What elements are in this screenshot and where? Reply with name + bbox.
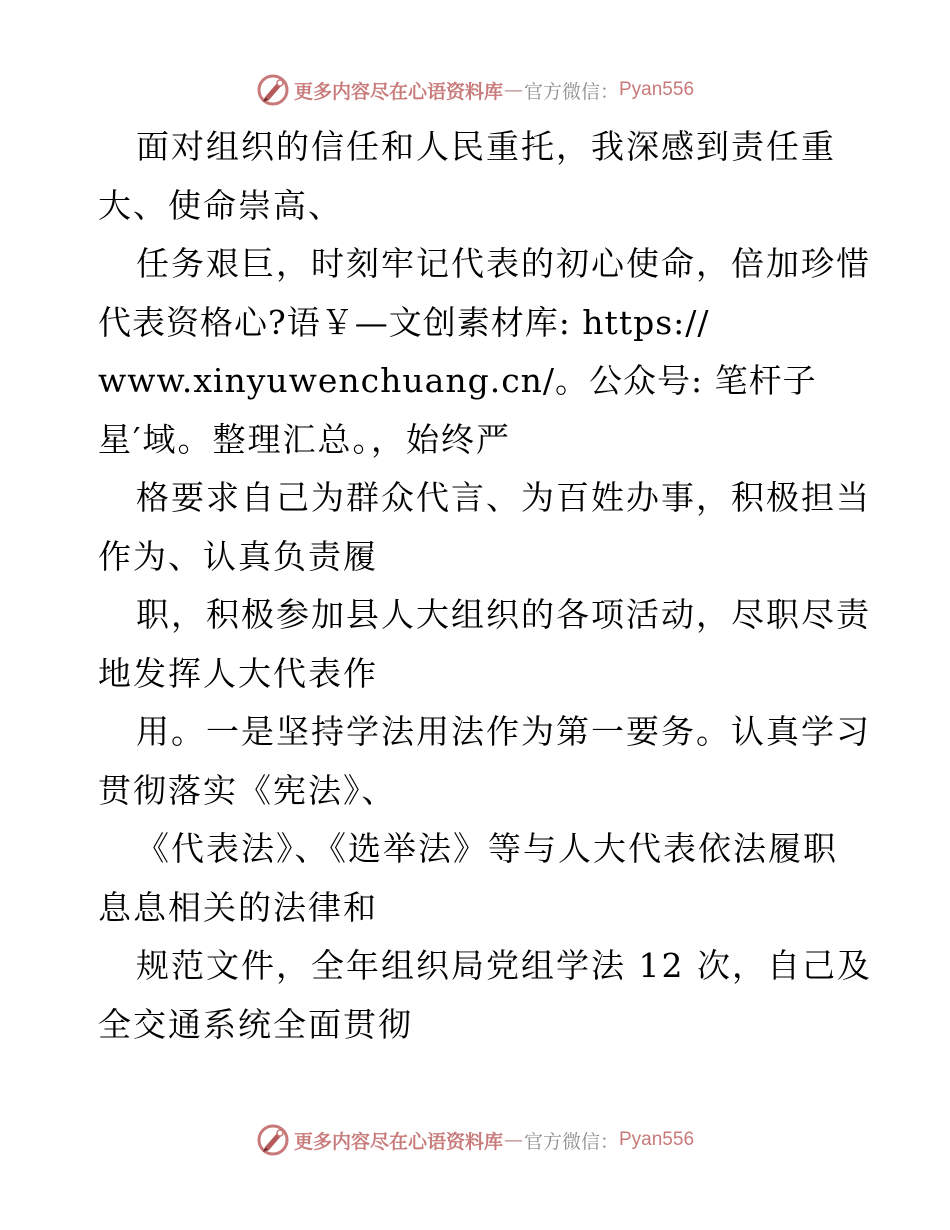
document-body <box>98 118 872 1054</box>
footer-dash: — <box>503 1129 523 1151</box>
text-line: 用。一是坚持学法用法作为第一要务。认真学习 <box>136 712 871 751</box>
header-banner <box>0 70 950 110</box>
footer-brand-text: 更多内容尽在心语资料库 <box>293 1130 503 1153</box>
text-line: 地发挥人大代表作 <box>98 653 378 693</box>
text-line: 面对组织的信任和人民重托，我深感到责任重 <box>136 127 836 166</box>
text-line: 全交通系统全面贯彻 <box>98 1004 413 1044</box>
text-line: 职，积极参加县人大组织的各项活动，尽职尽责 <box>136 595 871 634</box>
pen-logo-icon <box>256 73 290 107</box>
text-line: 格要求自己为群众代言、为百姓办事，积极担当 <box>136 478 871 517</box>
header-dash: — <box>503 79 523 101</box>
text-line: 作为、认真负责履 <box>98 536 378 576</box>
text-line: 任务艰巨，时刻牢记代表的初心使命，倍加珍惜 <box>136 244 871 283</box>
header-label: 官方微信： <box>523 80 619 103</box>
footer-wechat-id: Pyan556 <box>619 1129 695 1150</box>
text-line: 贯彻落实《宪法》、 <box>98 770 397 810</box>
footer-banner <box>0 1120 950 1160</box>
text-line: 大、使命崇高、 <box>98 185 343 225</box>
pen-logo-icon <box>256 1123 290 1157</box>
footer-label: 官方微信： <box>523 1130 619 1153</box>
text-line: www.xinyuwenchuang.cn/。公众号: 笔杆子 <box>98 361 817 400</box>
text-line: 星′域。整理汇总。，始终严 <box>98 419 511 459</box>
text-line: 《代表法》、《选举法》等与人大代表依法履职 <box>136 829 838 868</box>
text-line: 规范文件，全年组织局党组学法 12 次，自己及 <box>136 946 872 985</box>
text-line: 息息相关的法律和 <box>98 887 378 927</box>
header-wechat-id: Pyan556 <box>619 79 695 100</box>
text-line: 代表资格心?语￥—文创素材库: https:// <box>98 302 710 342</box>
header-brand-text: 更多内容尽在心语资料库 <box>293 80 503 103</box>
